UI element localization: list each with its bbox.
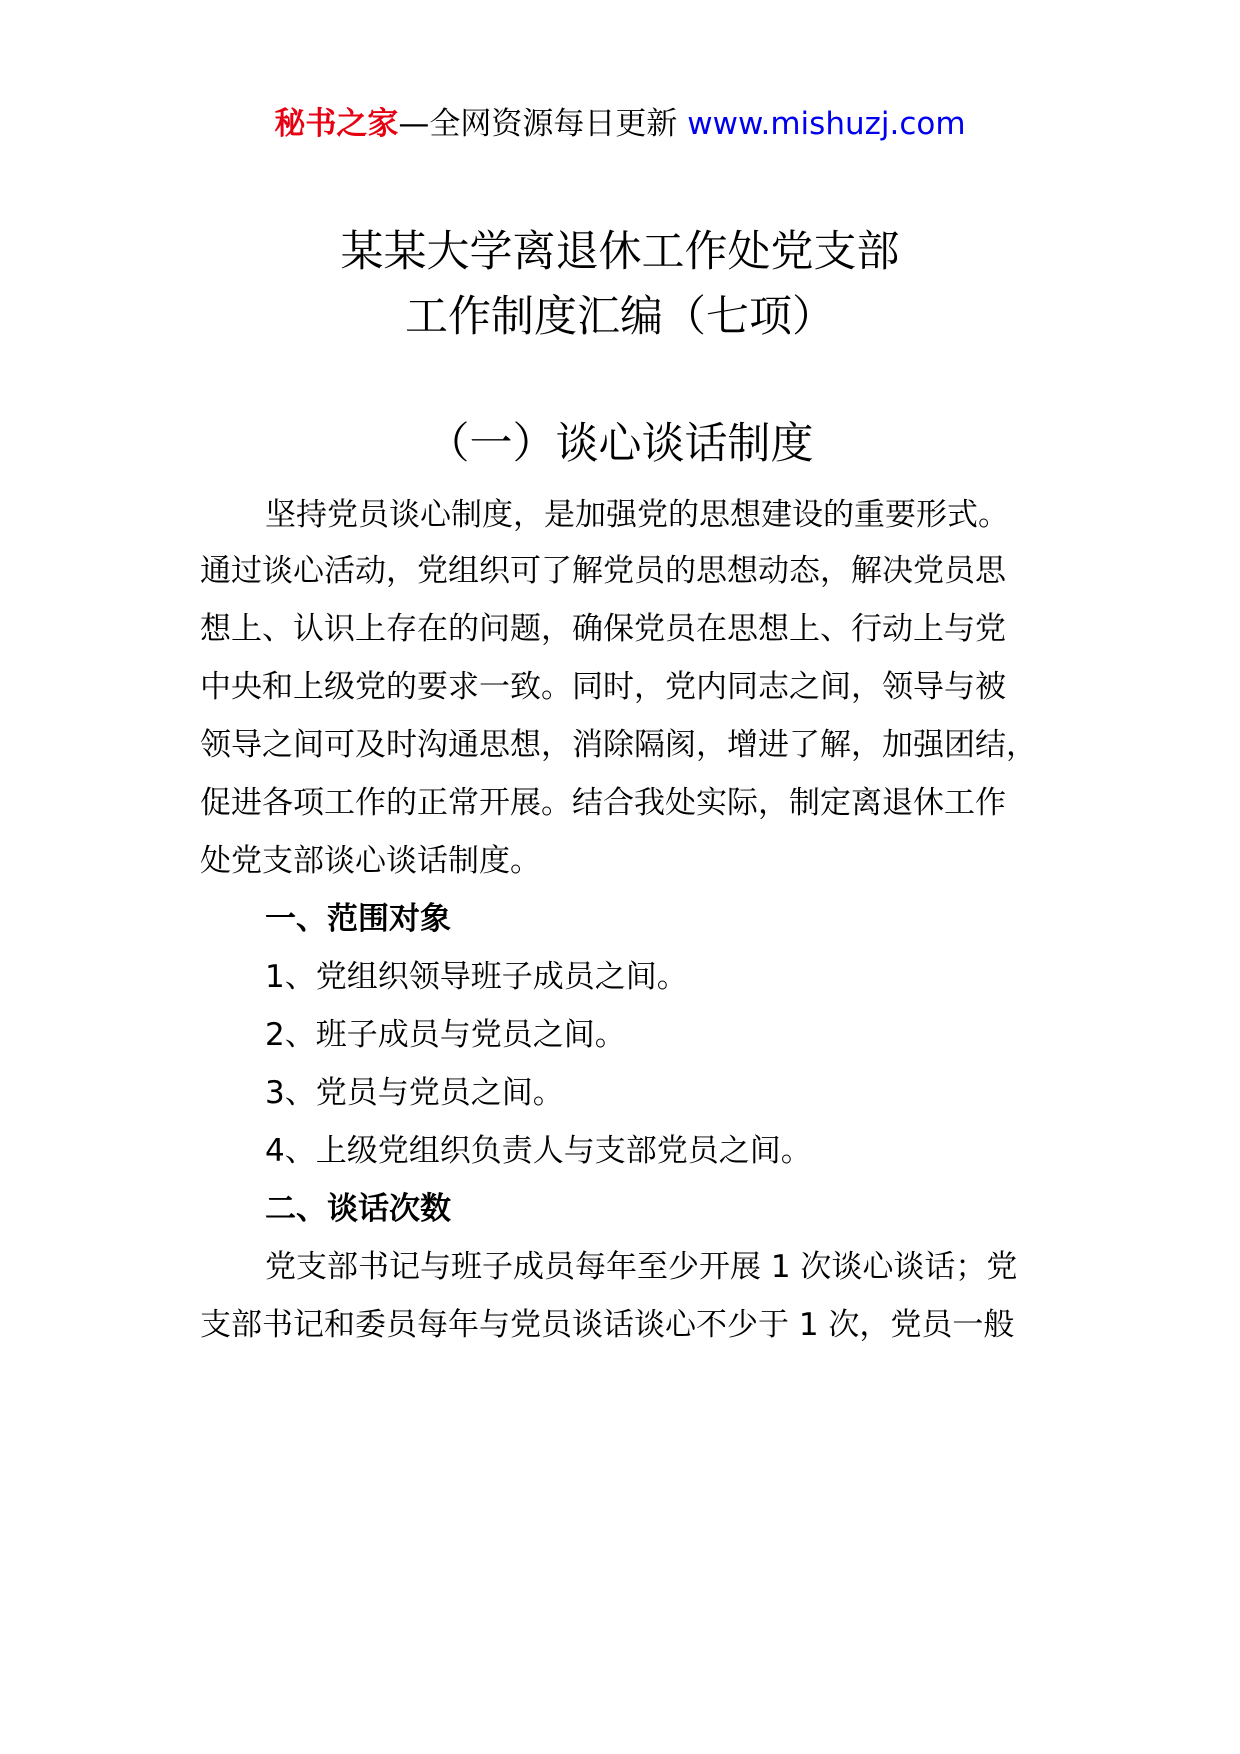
scope-item-4: 4、上级党组织负责人与支部党员之间。 — [265, 1133, 812, 1169]
site-brand: 秘书之家 — [274, 106, 399, 142]
scope-item-1: 1、党组织领导班子成员之间。 — [265, 959, 688, 995]
intro-line-1: 坚持党员谈心制度，是加强党的思想建设的重要形式。 — [265, 497, 1009, 533]
frequency-line-1: 党支部书记与班子成员每年至少开展 1 次谈心谈话；党 — [265, 1249, 1018, 1285]
site-url-link[interactable]: www.mishuzj.com — [687, 106, 966, 142]
intro-line-3: 想上、认识上存在的问题，确保党员在思想上、行动上与党 — [200, 611, 1006, 647]
site-header — [0, 100, 1240, 148]
intro-line-7: 处党支部谈心谈话制度。 — [200, 843, 541, 879]
document-title-line2: 工作制度汇编（七项） — [405, 292, 835, 342]
scope-item-2: 2、班子成员与党员之间。 — [265, 1017, 626, 1053]
intro-line-2: 通过谈心活动，党组织可了解党员的思想动态，解决党员思 — [200, 553, 1006, 589]
site-slogan: —全网资源每日更新 — [398, 106, 678, 142]
intro-line-4: 中央和上级党的要求一致。同时，党内同志之间，领导与被 — [200, 669, 1006, 705]
frequency-line-2: 支部书记和委员每年与党员谈话谈心不少于 1 次，党员一般 — [200, 1307, 1015, 1343]
document-title-line1: 某某大学离退休工作处党支部 — [340, 227, 900, 277]
heading-scope: 一、范围对象 — [265, 901, 451, 937]
intro-line-6: 促进各项工作的正常开展。结合我处实际，制定离退休工作 — [200, 785, 1006, 821]
intro-line-5: 领导之间可及时沟通思想，消除隔阂，增进了解，加强团结， — [200, 727, 1037, 763]
section-title: （一）谈心谈话制度 — [426, 419, 814, 469]
heading-frequency: 二、谈话次数 — [265, 1191, 451, 1227]
scope-item-3: 3、党员与党员之间。 — [265, 1075, 564, 1111]
